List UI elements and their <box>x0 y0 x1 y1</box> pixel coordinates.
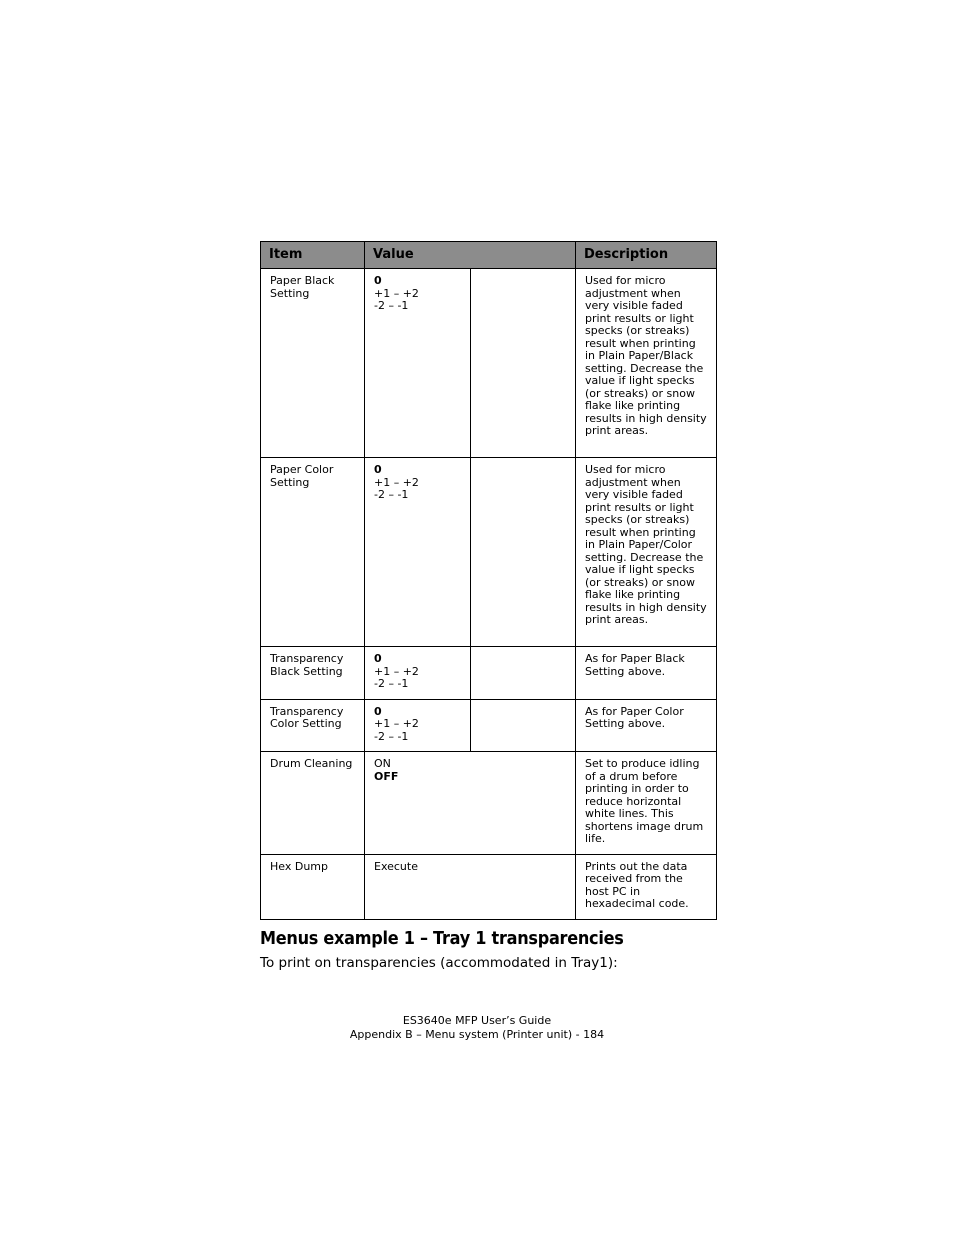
row-item: Drum Cleaning <box>261 752 365 855</box>
value-option: +1 – +2 <box>374 664 419 678</box>
row-values <box>365 458 471 647</box>
header-description: Description <box>576 242 717 269</box>
table-row <box>261 854 717 919</box>
row-description: Used for micro adjustment when very visible faded print results or light specks (or streaks) result when printing in Plain Paper/Black setting. Decrease the value if light specks (or streaks) or snow flake like printing results in high density print areas. <box>576 269 717 458</box>
value-option: +1 – +2 <box>374 717 419 730</box>
row-item: Paper Black Setting <box>261 269 365 458</box>
row-description: As for Paper Black Setting above. <box>576 647 717 700</box>
value-option: ON <box>374 757 391 770</box>
value-option: 0 <box>374 652 382 665</box>
footer-guide-title: ES3640e MFP User’s Guide <box>402 1014 552 1027</box>
row-values <box>365 854 576 919</box>
row-item: Hex Dump <box>261 854 365 919</box>
value-option: Execute <box>374 859 418 873</box>
row-values <box>365 752 576 855</box>
page-footer <box>0 1014 954 1041</box>
row-empty-cell <box>471 699 576 752</box>
value-option: 0 <box>374 274 382 287</box>
table-row <box>261 647 717 700</box>
value-option: 0 <box>374 463 382 476</box>
value-option: +1 – +2 <box>374 286 419 300</box>
row-description: Prints out the data received from the host PC in hexadecimal code. <box>576 854 717 919</box>
row-values <box>365 647 471 700</box>
table-row <box>261 269 717 458</box>
row-empty-cell <box>471 647 576 700</box>
header-value: Value <box>365 242 576 269</box>
section-intro: To print on transparencies (accommodated in Tray1): <box>260 955 618 971</box>
value-option: -2 – -1 <box>374 729 409 743</box>
menu-settings-table <box>260 241 717 920</box>
row-item: Transparency Color Setting <box>261 699 365 752</box>
footer-page-reference: Appendix B – Menu system (Printer unit) - 184 <box>349 1027 605 1041</box>
value-option: -2 – -1 <box>374 488 409 501</box>
section-heading: Menus example 1 – Tray 1 transparencies <box>260 929 624 949</box>
table-row <box>261 458 717 647</box>
header-item: Item <box>261 242 365 269</box>
row-empty-cell <box>471 269 576 458</box>
value-option: +1 – +2 <box>374 475 419 489</box>
row-description: Used for micro adjustment when very visible faded print results or light specks (or streaks) result when printing in Plain Paper/Color setting. Decrease the value if light specks (or streaks) or snow flake like printing results in high density print areas. <box>576 458 717 647</box>
row-values <box>365 699 471 752</box>
value-option: -2 – -1 <box>374 299 409 312</box>
row-description: As for Paper Color Setting above. <box>576 699 717 752</box>
value-option: OFF <box>374 769 399 783</box>
value-option: 0 <box>374 704 382 718</box>
row-empty-cell <box>471 458 576 647</box>
table-row <box>261 752 717 855</box>
row-item: Transparency Black Setting <box>261 647 365 700</box>
table-header-row <box>261 242 717 269</box>
table-row <box>261 699 717 752</box>
row-item: Paper Color Setting <box>261 458 365 647</box>
row-description: Set to produce idling of a drum before printing in order to reduce horizontal white lines. This shortens image drum life. <box>576 752 717 855</box>
value-option: -2 – -1 <box>374 677 409 690</box>
row-values <box>365 269 471 458</box>
